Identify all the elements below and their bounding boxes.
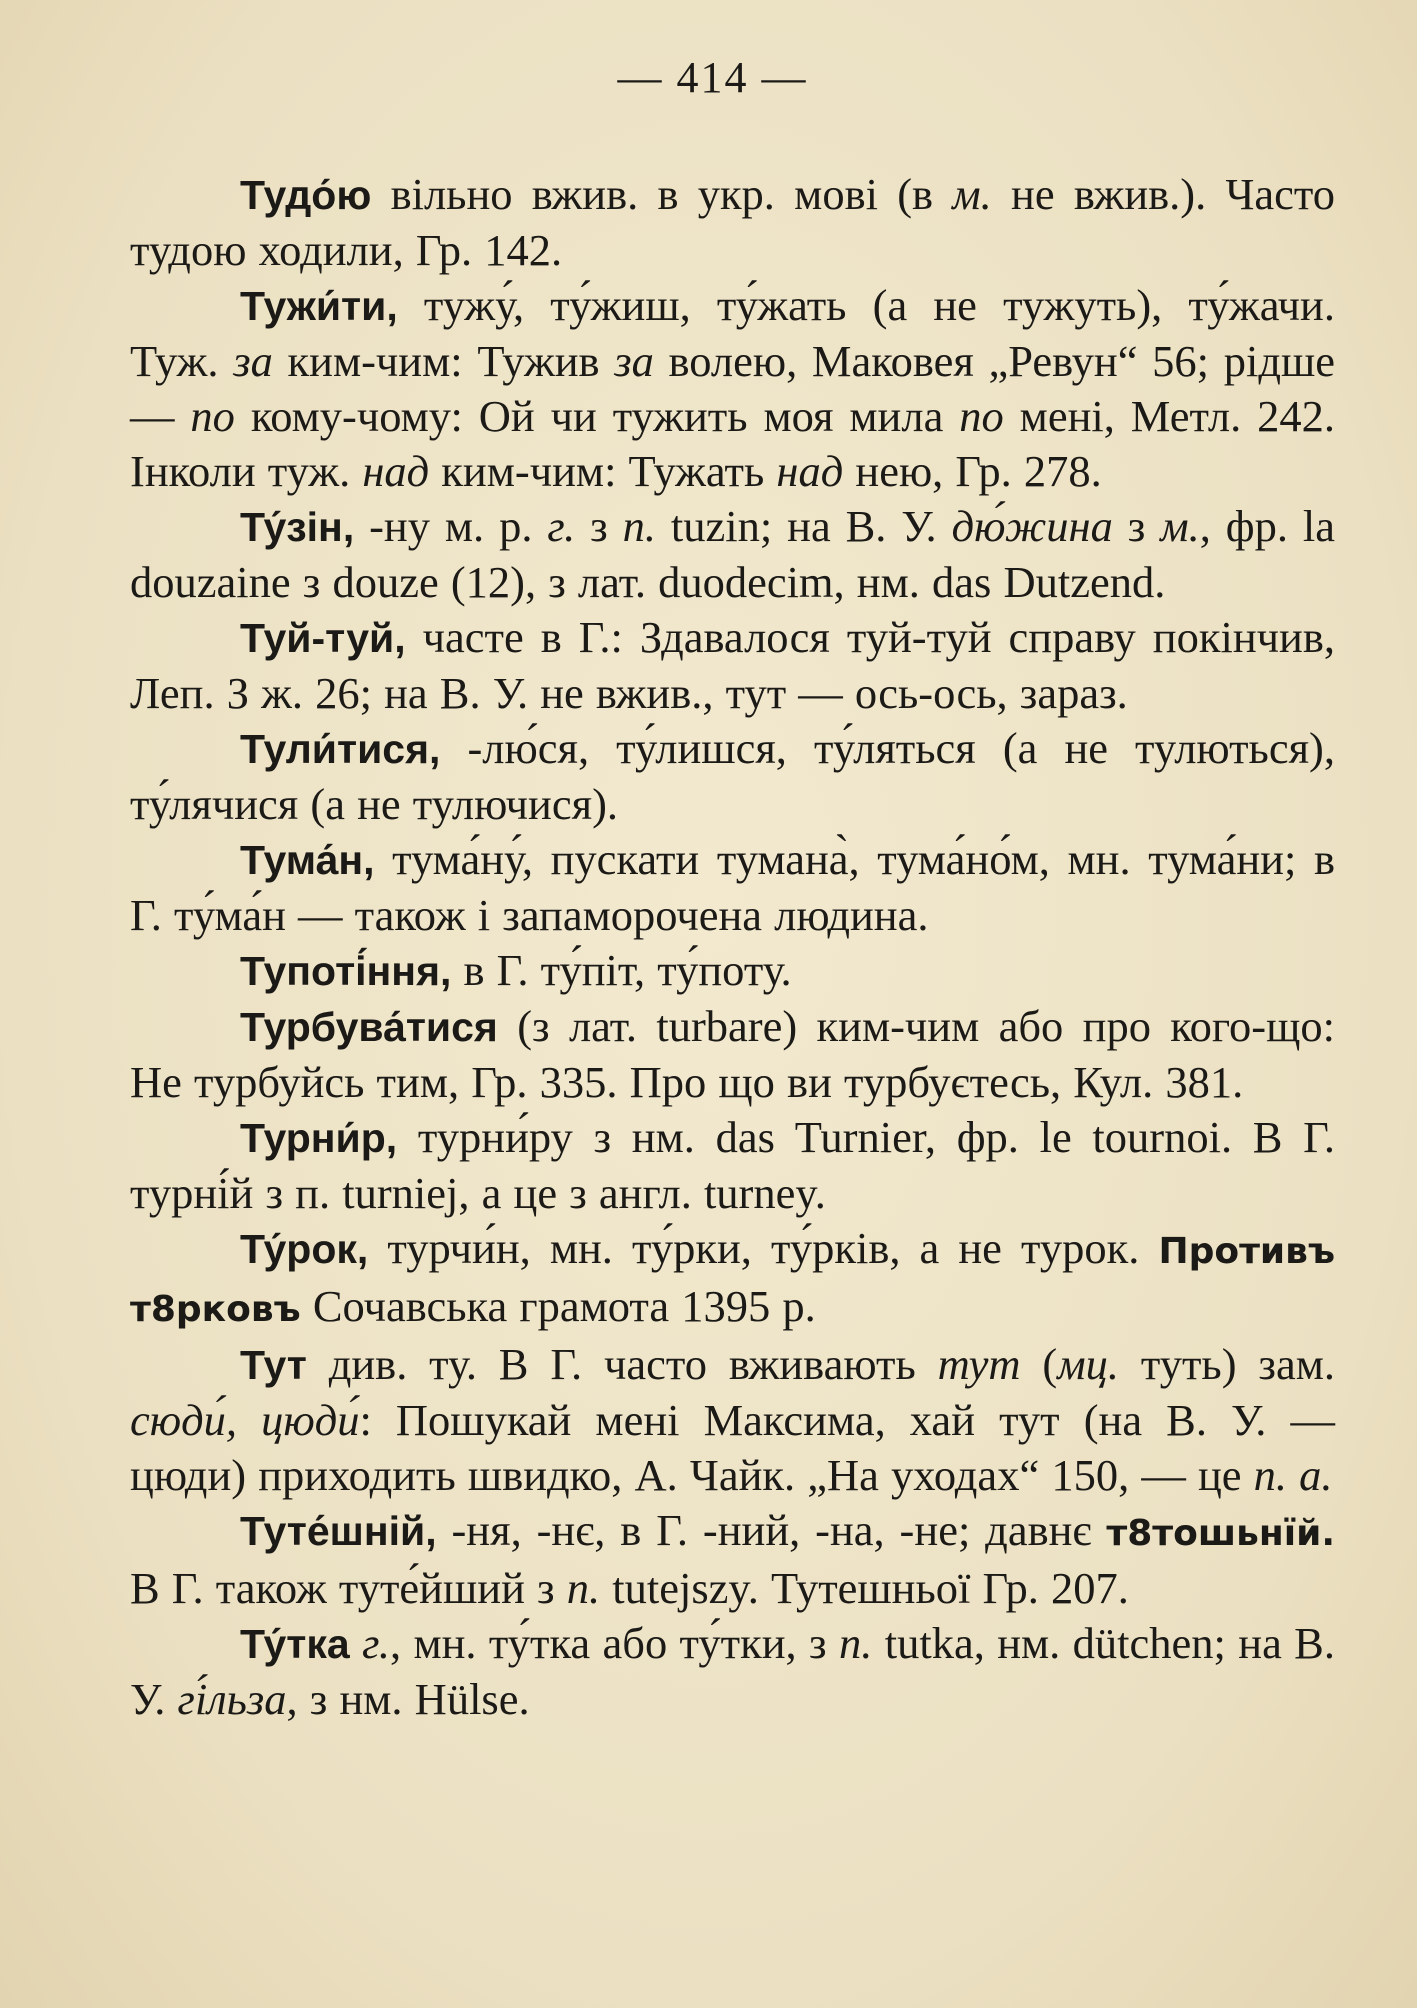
dictionary-entry xyxy=(130,499,1335,610)
entry-text: ( xyxy=(1020,1339,1058,1389)
entry-text: тужу́, ту́жиш, ту́жать (а не тужуть), ту́жачи. Туж. xyxy=(130,280,1335,386)
entry-headword: Тужи́ти, xyxy=(240,283,398,329)
old-script-text: т8тошьнїй. xyxy=(1106,1513,1335,1554)
entry-headword: Ту́зін, xyxy=(240,504,355,550)
entry-text: тума́ну́, пускати тумана̀, тума́но́м, мн. тума́ни; в Г. ту́ма́н — також і запаморочена людина. xyxy=(130,834,1335,940)
entry-headword: Турбува́тися xyxy=(240,1004,498,1050)
entry-text: ким-чим: Тужив xyxy=(272,336,615,386)
italic-text: дю́жина xyxy=(951,501,1113,551)
page-number: — 414 — xyxy=(617,53,808,102)
dictionary-entry xyxy=(130,610,1335,721)
entry-text: не вжив.). Часто тудою ходили, Гр. 142. xyxy=(130,169,1335,275)
old-script-text: Противъ т8рковъ xyxy=(130,1231,1335,1330)
entry-text: , мн. ту́тка або ту́тки, з xyxy=(389,1618,839,1668)
italic-text: г. xyxy=(362,1618,390,1668)
dictionary-entry xyxy=(130,1616,1335,1727)
entry-text: : Пошукай мені Максима, хай тут (на В. У. — цюди) приходить швидко, А. Чайк. „На уходах“ 150, — це xyxy=(130,1395,1335,1500)
entry-text: часте в Г.: Здавалося туй-туй справу покінчив, Леп. З ж. 26; на В. У. не вжив., тут — ось-ось, зараз. xyxy=(130,612,1335,718)
italic-text: тут xyxy=(937,1339,1021,1389)
entry-text: з xyxy=(1112,501,1161,551)
italic-text: сюди́, цюди́ xyxy=(130,1395,360,1445)
entry-text: tuzin; на В. У. xyxy=(656,501,952,551)
entry-headword: Туй-туй, xyxy=(240,615,406,661)
italic-text: за xyxy=(614,336,654,386)
entry-headword: Тума́н, xyxy=(240,837,375,883)
entry-text: волею, Маковея „Ревун“ 56; рідше — xyxy=(130,336,1335,441)
dictionary-entry xyxy=(130,1110,1335,1221)
entry-headword: Турни́р, xyxy=(240,1115,398,1161)
italic-text: м. xyxy=(1160,501,1200,551)
dictionary-entry xyxy=(130,999,1335,1110)
entry-text: мені, Метл. 242. Інколи туж. xyxy=(130,391,1335,496)
dictionary-entry xyxy=(130,1503,1335,1616)
entry-headword: Ту́тка xyxy=(240,1621,350,1667)
entry-text: в Г. ту́піт, ту́поту. xyxy=(451,945,792,995)
entry-text: турчи́н, мн. ту́рки, ту́рків, а не турок. xyxy=(368,1223,1159,1273)
entry-headword: Тупоті́ння, xyxy=(240,948,452,994)
entry-text xyxy=(350,1618,362,1668)
entry-headword: Туте́шній, xyxy=(240,1508,437,1554)
italic-text: г. xyxy=(547,501,576,551)
italic-text: гі́льза xyxy=(177,1674,287,1724)
dictionary-entry xyxy=(130,943,1335,999)
italic-text: мц. xyxy=(1057,1339,1119,1389)
entry-text: -ня, -нє, в Г. -ний, -на, -не; давнє xyxy=(436,1505,1107,1555)
entry-headword: Тудо́ю xyxy=(240,172,372,218)
dictionary-entry xyxy=(130,1337,1335,1503)
italic-text: п. xyxy=(622,501,656,551)
entry-text: туть) зам. xyxy=(1119,1339,1335,1389)
entry-text: вільно вжив. в укр. мові (в xyxy=(371,169,953,219)
italic-text: п. а. xyxy=(1253,1450,1333,1500)
entry-text: -лю́ся, ту́лишся, ту́ляться (а не тулються), ту́лячися (а не тулючися). xyxy=(130,723,1335,829)
dictionary-entry xyxy=(130,167,1335,278)
entry-text: Сочавська грамота 1395 р. xyxy=(300,1281,816,1331)
entry-list xyxy=(130,167,1335,1727)
dictionary-entry xyxy=(130,721,1335,832)
entry-text: турни́ру з нм. das Turnier, фр. le tournoi. В Г. турні́й з п. turniej, а це з англ. turney. xyxy=(130,1112,1335,1218)
italic-text: над xyxy=(776,446,844,496)
italic-text: над xyxy=(362,446,430,496)
entry-text: tutejszy. Тутешньої Гр. 207. xyxy=(600,1563,1129,1613)
italic-text: за xyxy=(233,336,273,386)
entry-text: , фр. la douzaine з douze (12), з лат. duodecim, нм. das Dutzend. xyxy=(130,501,1335,607)
entry-text: -ну м. р. xyxy=(354,501,548,551)
entry-text: (з лат. turbare) ким-чим або про кого-що: Не турбуйсь тим, Гр. 335. Про що ви турбуєтесь, Кул. 381. xyxy=(130,1001,1335,1107)
entry-text: кому-чому: Ой чи тужить моя мила xyxy=(234,391,960,441)
italic-text: п. xyxy=(566,1563,601,1613)
dictionary-entry xyxy=(130,832,1335,943)
italic-text: по xyxy=(190,391,235,441)
entry-headword: Ту́рок, xyxy=(240,1226,369,1272)
entry-text: , з нм. Hülse. xyxy=(286,1674,530,1724)
italic-text: м. xyxy=(952,169,992,219)
entry-text: з xyxy=(575,501,623,551)
dictionary-entry xyxy=(130,278,1335,499)
dictionary-entry xyxy=(130,1221,1335,1337)
entry-text: ким-чим: Тужать xyxy=(429,446,777,496)
entry-text: tutka, нм. dütchen; на В. У. xyxy=(130,1618,1335,1724)
entry-headword: Тут xyxy=(240,1342,307,1388)
entry-headword: Тули́тися, xyxy=(240,726,441,772)
entry-text: нею, Гр. 278. xyxy=(843,446,1102,496)
entry-text: див. ту. В Г. часто вживають xyxy=(306,1339,938,1389)
italic-text: п. xyxy=(838,1618,873,1668)
entry-text: В Г. також туте́йший з xyxy=(130,1563,567,1613)
italic-text: по xyxy=(959,391,1004,441)
